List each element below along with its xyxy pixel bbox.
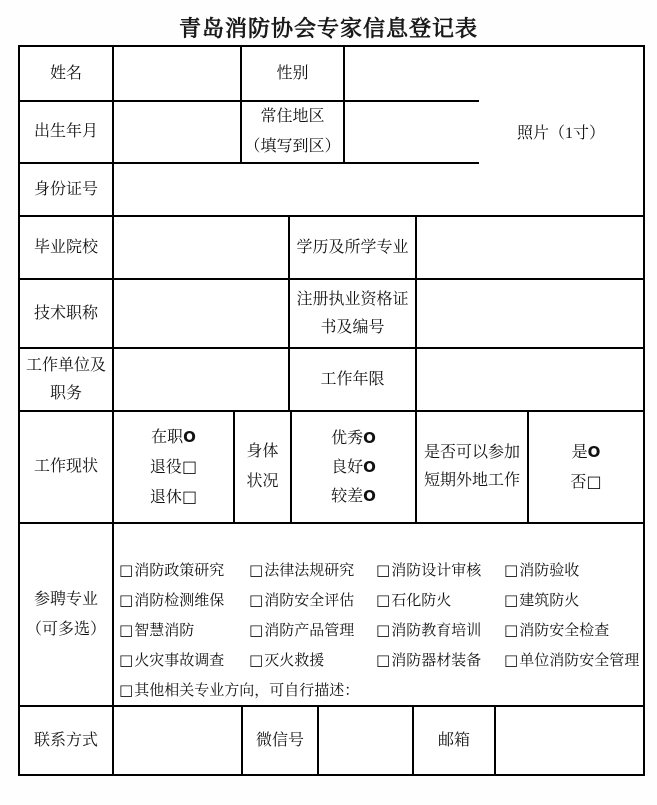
technical-title-label: 技术职称 [20,280,114,349]
specialty-option[interactable]: □消防验收 [504,561,580,579]
birth-date-input-cell[interactable] [114,102,242,164]
residence-area-label: 常住地区 （填写到区） [242,102,345,164]
specialty-option[interactable]: □消防政策研究 [119,561,225,579]
option-veteran[interactable]: 退役□ [149,456,198,476]
checkbox-icon: □ [249,651,264,669]
option-employed[interactable]: 在职O [151,427,196,446]
table-row [20,47,479,102]
table-row [20,102,479,164]
circle-marker-icon: O [363,457,376,476]
birth-date-label: 出生年月 [20,102,114,164]
email-label: 邮箱 [414,707,496,774]
specialties-label: 参聘专业 （可多选） [20,524,114,707]
travel-options-cell [529,412,643,524]
checkbox-icon: □ [376,591,391,609]
technical-title-input-cell[interactable] [114,280,290,349]
photo-label: 照片（1寸） [516,124,605,142]
photo-cell[interactable] [479,47,643,217]
table-row [20,349,643,412]
contact-input-cell[interactable] [114,707,243,774]
work-years-label: 工作年限 [290,349,417,412]
graduation-school-input-cell[interactable] [114,217,290,280]
circle-marker-icon: O [363,486,376,505]
checkbox-icon: □ [504,621,519,639]
specialty-option-other[interactable]: □其他相关专业方向，可自行描述： [119,681,360,699]
top-left-rows [20,47,479,217]
circle-marker-icon: O [183,427,196,446]
gender-label: 性别 [242,47,345,102]
circle-marker-icon: O [587,442,601,461]
table-row [20,524,643,707]
checkbox-icon: □ [119,591,134,609]
top-row-group [20,47,643,217]
checkbox-icon: □ [119,561,134,579]
specialty-option[interactable]: □消防安全检查 [504,621,610,639]
education-major-input-cell[interactable] [417,217,643,280]
travel-work-label: 是否可以参加短期外地工作 [417,412,529,524]
id-number-input-cell[interactable] [114,164,479,217]
table-row [20,412,643,524]
option-travel-no[interactable]: 否□ [570,471,602,491]
specialty-row [119,646,643,676]
wechat-input-cell[interactable] [319,707,414,774]
table-row [20,707,643,774]
option-travel-yes[interactable]: 是O [571,442,601,461]
work-unit-input-cell[interactable] [114,349,290,412]
health-condition-label: 身体 状况 [235,412,292,524]
specialty-row [119,586,643,616]
registration-table [18,45,645,776]
checkbox-icon: □ [504,591,519,609]
specialties-options-cell [114,524,643,707]
work-unit-label: 工作单位及职务 [20,349,114,412]
specialty-option[interactable]: □建筑防火 [504,591,580,609]
specialty-option[interactable]: □消防器材装备 [376,651,482,669]
work-status-label: 工作现状 [20,412,114,524]
specialty-option[interactable]: □消防教育培训 [376,621,482,639]
specialty-option[interactable]: □消防安全评估 [249,591,355,609]
table-row [20,217,643,280]
specialty-option[interactable]: □石化防火 [376,591,452,609]
checkbox-icon: □ [376,561,391,579]
table-row [20,280,643,349]
checkbox-icon: □ [181,486,198,506]
specialty-option[interactable]: □单位消防安全管理 [504,651,640,669]
checkbox-icon: □ [249,561,264,579]
specialty-option[interactable]: □灭火救援 [249,651,325,669]
checkbox-icon: □ [586,471,602,491]
checkbox-icon: □ [504,651,519,669]
specialty-option[interactable]: □消防设计审核 [376,561,482,579]
checkbox-icon: □ [504,561,519,579]
table-row [20,164,479,217]
specialty-option[interactable]: □消防检测维保 [119,591,225,609]
option-health-excellent[interactable]: 优秀O [331,428,376,447]
specialty-row [119,616,643,646]
graduation-school-label: 毕业院校 [20,217,114,280]
wechat-label: 微信号 [243,707,319,774]
specialty-option[interactable]: □法律法规研究 [249,561,355,579]
email-input-cell[interactable] [496,707,643,774]
id-number-label: 身份证号 [20,164,114,217]
certificate-number-label: 注册执业资格证书及编号 [290,280,417,349]
checkbox-icon: □ [181,456,198,476]
specialty-option[interactable]: □火灾事故调查 [119,651,225,669]
checkbox-icon: □ [376,621,391,639]
checkbox-icon: □ [119,621,134,639]
option-health-good[interactable]: 良好O [331,457,376,476]
work-status-options-cell [114,412,235,524]
specialty-option[interactable]: □智慧消防 [119,621,195,639]
contact-label: 联系方式 [20,707,114,774]
name-label: 姓名 [20,47,114,102]
circle-marker-icon: O [363,428,376,447]
specialty-row [119,556,643,586]
gender-input-cell[interactable] [345,47,479,102]
name-input-cell[interactable] [114,47,242,102]
education-major-label: 学历及所学专业 [290,217,417,280]
option-health-poor[interactable]: 较差O [331,486,376,505]
checkbox-icon: □ [249,621,264,639]
checkbox-icon: □ [119,651,134,669]
residence-area-input-cell[interactable] [345,102,479,164]
option-retired[interactable]: 退休□ [149,486,198,506]
health-options-cell [292,412,417,524]
checkbox-icon: □ [119,681,134,699]
checkbox-icon: □ [249,591,264,609]
work-years-input-cell[interactable] [417,349,643,412]
checkbox-icon: □ [376,651,391,669]
certificate-number-input-cell[interactable] [417,280,643,349]
specialty-option[interactable]: □消防产品管理 [249,621,355,639]
page-title: 青岛消防协会专家信息登记表 [178,16,478,41]
